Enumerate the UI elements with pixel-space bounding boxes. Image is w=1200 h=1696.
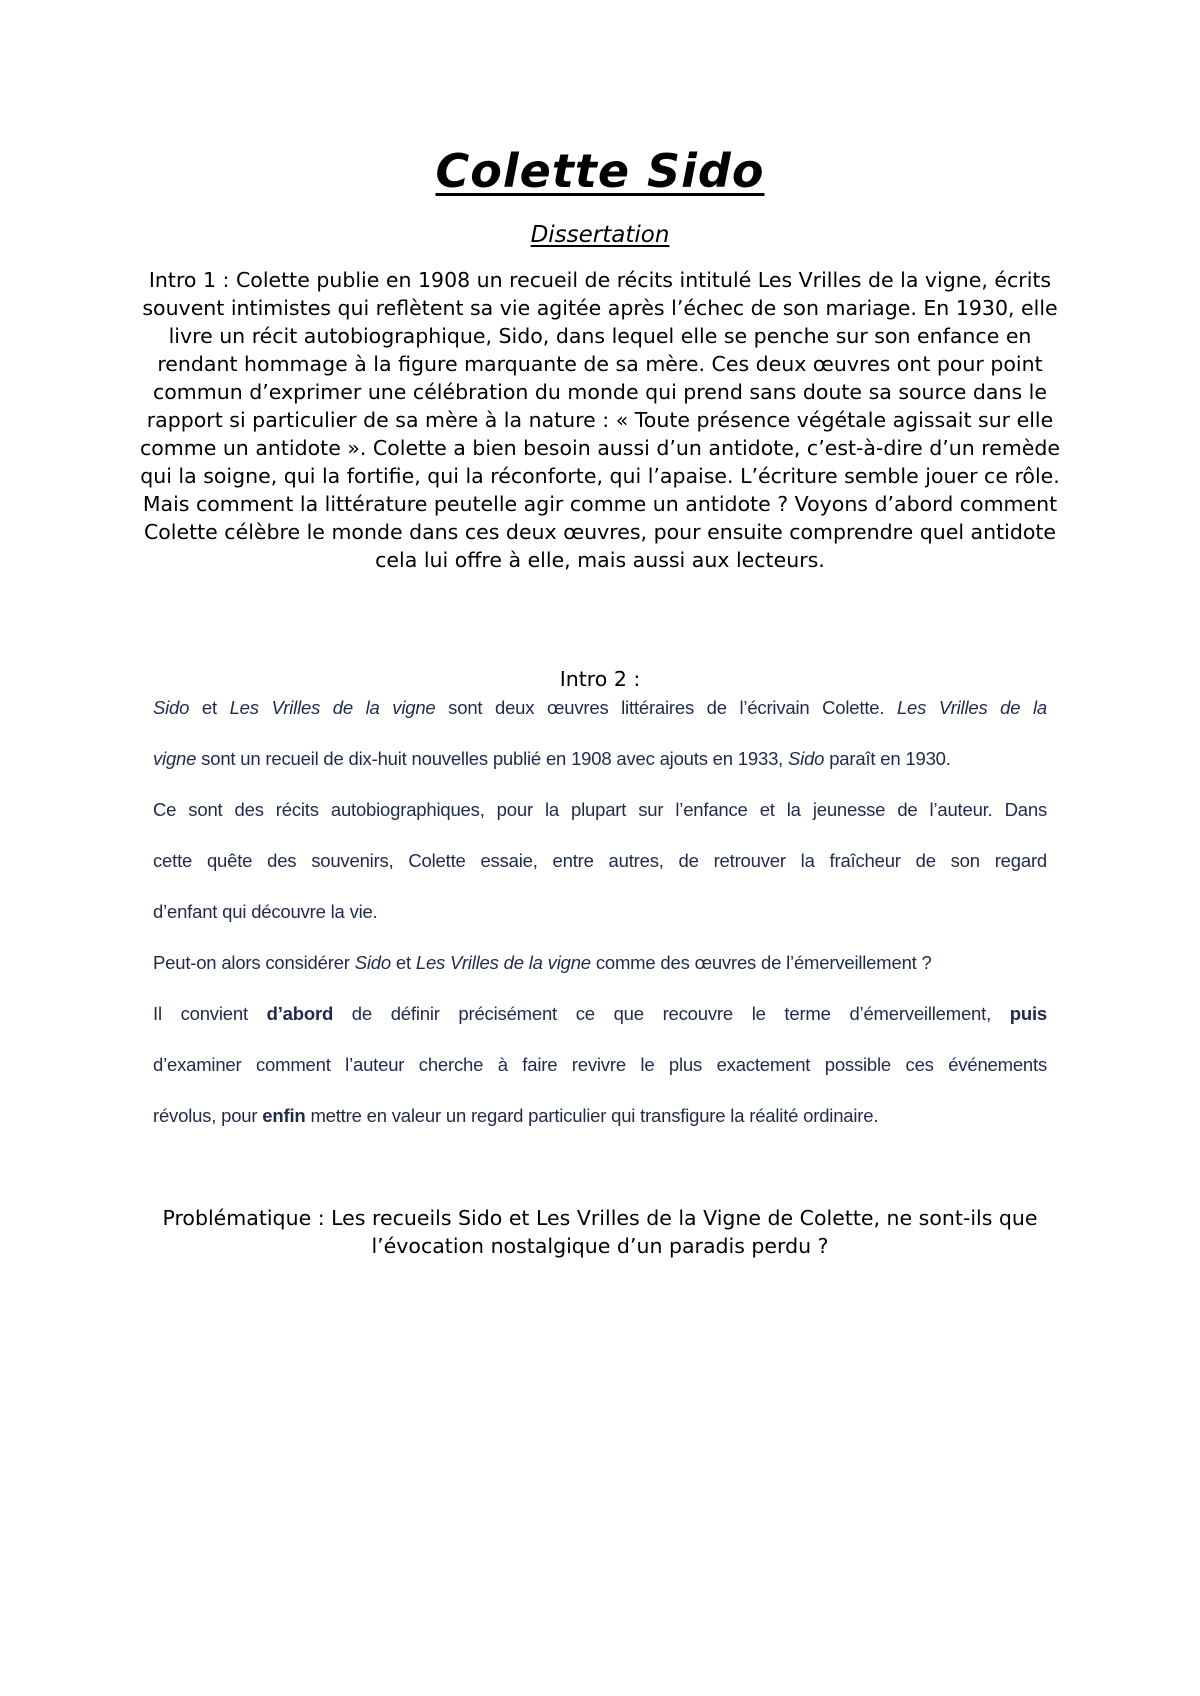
excerpt-text: Les Vrilles de la vigne <box>229 697 436 718</box>
excerpt-line-5: d’enfant qui découvre la vie. <box>153 901 378 922</box>
excerpt-text: Sido <box>788 748 825 769</box>
excerpt-text: d’abord <box>266 1003 334 1024</box>
problematique-paragraph: Problématique : Les recueils Sido et Les Vrilles de la Vigne de Colette, ne sont-ils que l’évocation nostalgique d’un paradis perdu ? <box>162 1206 1038 1258</box>
excerpt-text: sont deux œuvres littéraires de l’écrivain Colette. <box>435 697 897 718</box>
excerpt-line-7 <box>153 988 1047 1039</box>
excerpt-line-1 <box>153 682 1047 733</box>
excerpt-text: Les Vrilles de la <box>896 697 1047 718</box>
excerpt-text: puis <box>1009 1003 1047 1024</box>
excerpt-line-8: d’examiner comment l’auteur cherche à faire revivre le plus exactement possible ces événements <box>153 1054 1047 1075</box>
document-title: Colette Sido <box>435 144 765 198</box>
intro-1-paragraph: Intro 1 : Colette publie en 1908 un recueil de récits intitulé Les Vrilles de la vigne, écrits souvent intimistes qui reflètent sa vie agitée après l’échec de son mariage. En 1930, elle livre un récit autobiographique, Sido, dans lequel elle se penche sur son enfance en rendant hommage à la figure marquante de sa mère. Ces deux œuvres ont pour point commun d’exprimer une célébration du monde qui prend sans doute sa source dans le rapport si particulier de sa mère à la nature : « Toute présence végétale agissait sur elle comme un antidote ». Colette a bien besoin aussi d’un antidote, c’est-à-dire d’un remède qui la soigne, qui la fortifie, qui la réconforte, qui l’apaise. L’écriture semble jouer ce rôle. Mais comment la littérature peutelle agir comme un antidote ? Voyons d’abord comment Colette célèbre le monde dans ces deux œuvres, pour ensuite comprendre quel antidote cela lui offre à elle, mais aussi aux lecteurs. <box>139 268 1061 572</box>
excerpt-text: Peut-on alors considérer <box>153 952 355 973</box>
excerpt-line-6 <box>153 937 932 988</box>
excerpt-text: Sido <box>354 952 391 973</box>
excerpt-text: et <box>390 952 416 973</box>
excerpt-text: Il convient <box>153 1003 267 1024</box>
excerpt-line-2 <box>153 733 951 784</box>
document-subtitle: Dissertation <box>530 222 670 248</box>
excerpt-text: mettre en valeur un regard particulier qui transfigure la réalité ordinaire. <box>305 1105 879 1126</box>
excerpt-text: vigne <box>153 748 197 769</box>
intro-2-label: Intro 2 : <box>559 667 641 691</box>
excerpt-text: Sido <box>153 697 190 718</box>
excerpt-text: sont un recueil de dix-huit nouvelles publié en 1908 avec ajouts en 1933, <box>196 748 789 769</box>
excerpt-line-4: cette quête des souvenirs, Colette essaie, entre autres, de retrouver la fraîcheur de son regard <box>153 850 1047 871</box>
excerpt-text: Les Vrilles de la vigne <box>415 952 591 973</box>
excerpt-line-3: Ce sont des récits autobiographiques, pour la plupart sur l’enfance et la jeunesse de l’auteur. Dans <box>153 799 1047 820</box>
excerpt-text: et <box>189 697 230 718</box>
excerpt-text: révolus, pour <box>153 1105 263 1126</box>
excerpt-text: enfin <box>262 1105 306 1126</box>
excerpt-line-9 <box>153 1090 878 1141</box>
excerpt-text: comme des œuvres de l’émerveillement ? <box>590 952 932 973</box>
excerpt-text: de définir précisément ce que recouvre le terme d’émerveillement, <box>333 1003 1010 1024</box>
excerpt-text: paraît en 1930. <box>824 748 951 769</box>
